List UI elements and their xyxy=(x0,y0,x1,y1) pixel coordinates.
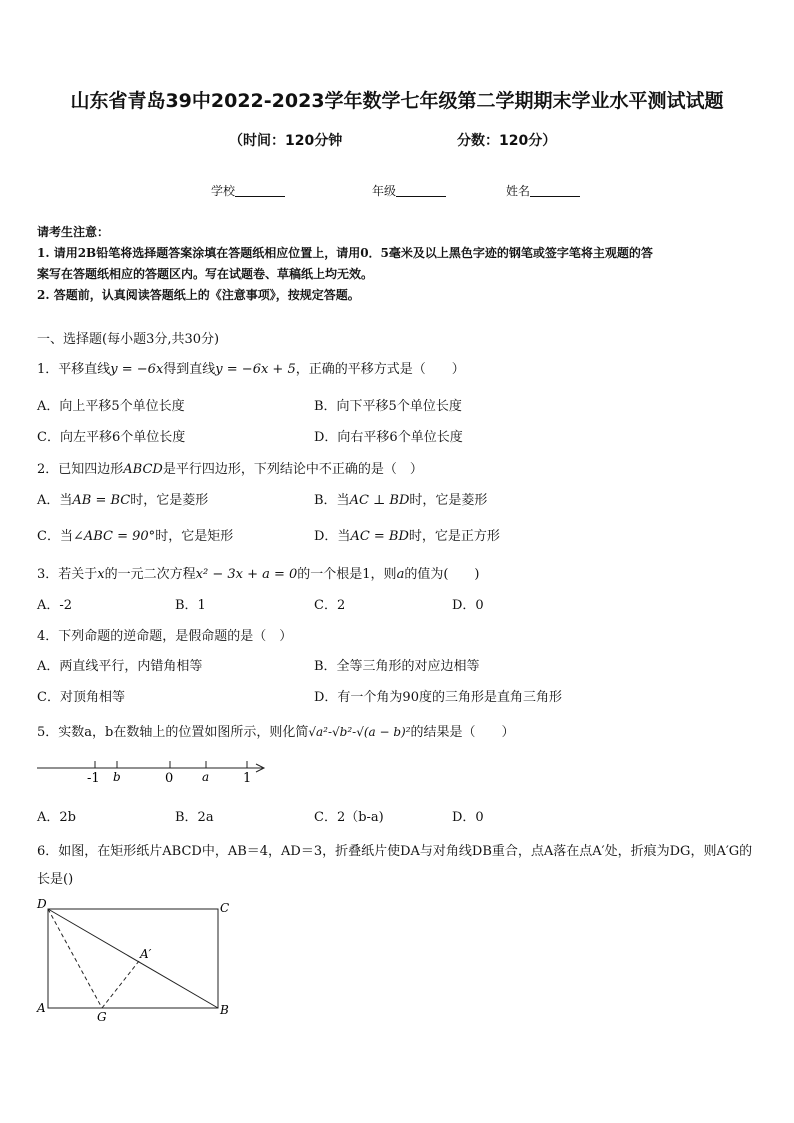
q1-option-d: D．向右平移6个单位长度 xyxy=(314,430,463,445)
school-blank xyxy=(235,184,285,197)
label-a: A xyxy=(37,1001,46,1015)
number-line xyxy=(37,758,269,786)
q1-option-a: A．向上平移5个单位长度 xyxy=(37,399,185,414)
q3-post: 的一个根是1，则 xyxy=(297,567,397,582)
q3-option-c: C．2 xyxy=(314,598,346,613)
grade-blank xyxy=(396,184,446,197)
name-blank xyxy=(530,184,580,197)
grade-label: 年级 xyxy=(372,184,397,198)
question-5 xyxy=(37,721,515,740)
q2-option-b xyxy=(314,489,487,508)
question-4: 4．下列命题的逆命题，是假命题的是（ ） xyxy=(37,629,293,644)
q4-option-b: B．全等三角形的对应边相等 xyxy=(314,659,480,674)
page-title: 山东省青岛39中2022-2023学年数学七年级第二学期期末学业水平测试试题 xyxy=(70,90,724,112)
exam-time: （时间：120分钟 xyxy=(229,133,343,149)
q3-option-a: A．-2 xyxy=(37,598,73,613)
notice-line-3: 2. 答题前，认真阅读答题纸上的《注意事项》，按规定答题。 xyxy=(37,288,360,302)
q1-equation-2: y = −6x + 5 xyxy=(215,362,296,377)
rectangle-figure xyxy=(34,894,239,1026)
q2-d-math: AC = BD xyxy=(350,529,409,544)
axis-label-b: b xyxy=(113,770,121,784)
axis-label-a: a xyxy=(202,770,210,784)
q2-stem-b: 是平行四边形，下列结论中不正确的是（ ） xyxy=(162,462,423,477)
school-label: 学校 xyxy=(211,184,236,198)
q2-c-post: 时，它是矩形 xyxy=(155,529,234,544)
notice-heading: 请考生注意： xyxy=(37,225,110,239)
name-label: 姓名 xyxy=(506,184,531,198)
q3-var-a: a xyxy=(396,567,405,582)
q5-expression: √a²-√b²-√(a − b)² xyxy=(308,725,411,739)
q2-a-post: 时，它是菱形 xyxy=(130,493,209,508)
label-d: D xyxy=(37,897,47,911)
label-b: B xyxy=(220,1003,229,1017)
q5-option-a: A．2b xyxy=(37,810,76,825)
exam-score: 分数：120分） xyxy=(457,133,557,149)
diagonal-db xyxy=(48,909,218,1008)
q4-option-c: C．对顶角相等 xyxy=(37,690,125,705)
q2-stem-var: ABCD xyxy=(123,462,163,477)
q4-option-a: A．两直线平行，内错角相等 xyxy=(37,659,203,674)
q3-option-b: B．1 xyxy=(175,598,206,613)
section-heading: 一、选择题(每小题3分,共30分) xyxy=(37,332,220,347)
q3-pre: 3．若关于 xyxy=(37,567,98,582)
q2-d-post: 时，它是正方形 xyxy=(408,529,500,544)
q3-mid: 的一元二次方程 xyxy=(104,567,196,582)
question-2 xyxy=(37,458,423,477)
q2-stem-a: 2．已知四边形 xyxy=(37,462,124,477)
q2-b-post: 时，它是菱形 xyxy=(409,493,488,508)
q3-var-x: x xyxy=(97,567,105,582)
q5-option-b: B．2a xyxy=(175,810,214,825)
grade-field xyxy=(372,182,446,199)
q2-b-math: AC ⊥ BD xyxy=(349,493,410,508)
q1-option-c: C．向左平移6个单位长度 xyxy=(37,430,186,445)
question-3 xyxy=(37,563,479,582)
notice-line-1: 1. 请用2B铅笔将选择题答案涂填在答题纸相应位置上，请用0．5毫米及以上黑色字迹的钢笔或签字笔将主观题的答 xyxy=(37,246,653,260)
q2-d-pre: D．当 xyxy=(314,529,351,544)
q2-c-math: ∠ABC = 90° xyxy=(72,529,156,544)
axis-label-0: 0 xyxy=(165,771,174,786)
q2-option-d xyxy=(314,525,500,544)
q1-mid: 得到直线 xyxy=(163,362,216,377)
q5-pre: 5．实数a，b在数轴上的位置如图所示，则化简 xyxy=(37,725,309,740)
axis-label-minus-1: -1 xyxy=(87,771,100,786)
school-field xyxy=(211,182,285,199)
q3-equation: x² − 3x + a = 0 xyxy=(195,567,298,582)
q3-option-d: D．0 xyxy=(452,598,484,613)
name-field xyxy=(506,182,580,199)
fold-line-dg xyxy=(48,909,102,1008)
label-c: C xyxy=(220,901,230,915)
q2-a-pre: A．当 xyxy=(37,493,73,508)
q1-option-b: B．向下平移5个单位长度 xyxy=(314,399,462,414)
question-1 xyxy=(37,358,465,377)
q5-option-d: D．0 xyxy=(452,810,484,825)
q2-c-pre: C．当 xyxy=(37,529,73,544)
axis-label-1: 1 xyxy=(243,771,252,786)
q2-b-pre: B．当 xyxy=(314,493,350,508)
label-g: G xyxy=(97,1010,107,1024)
q1-equation-1: y = −6x xyxy=(110,362,164,377)
q2-a-math: AB = BC xyxy=(72,493,131,508)
segment-a-prime-g xyxy=(102,961,139,1008)
q2-option-c xyxy=(37,525,233,544)
q4-option-d: D．有一个角为90度的三角形是直角三角形 xyxy=(314,690,562,705)
q5-post: 的结果是（ ） xyxy=(410,725,515,740)
notice-line-2: 案写在答题纸相应的答题区内。写在试题卷、草稿纸上均无效。 xyxy=(37,267,374,281)
label-a-prime: A′ xyxy=(140,947,152,961)
q1-prefix: 1．平移直线 xyxy=(37,362,111,377)
q3-end: 的值为( ) xyxy=(404,567,480,582)
q2-option-a xyxy=(37,489,208,508)
q5-option-c: C．2（b-a) xyxy=(314,810,384,825)
q1-suffix: ，正确的平移方式是（ ） xyxy=(295,362,465,377)
question-6: 6．如图，在矩形纸片ABCD中，AB＝4，AD＝3，折叠纸片使DA与对角线DB重合，点A落在点A′处，折痕为DG，则A′G的长是() xyxy=(37,844,753,887)
